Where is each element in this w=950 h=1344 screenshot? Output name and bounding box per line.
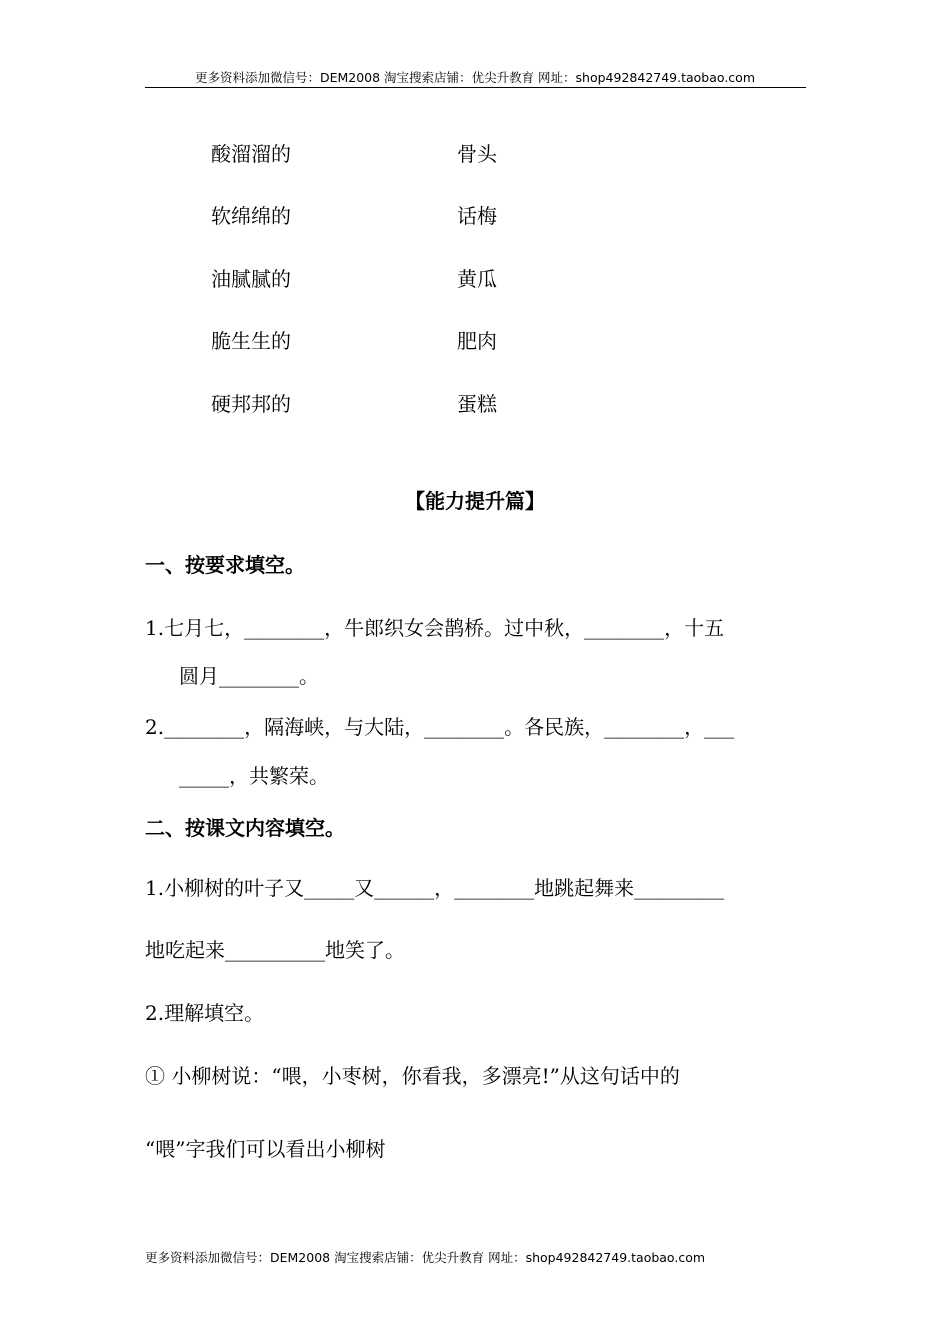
part1-q2-line2: _____，共繁荣。 — [179, 764, 329, 788]
part2-q2-sub1-line1: ① 小柳树说：“喂，小枣树，你看我，多漂亮!”从这句话中的 — [145, 1064, 680, 1088]
match-left-5: 硬邦邦的 — [211, 392, 291, 416]
page-footer: 更多资料添加微信号：DEM2008 淘宝搜索店铺：优尖升教育 网址：shop492842749.taobao.com — [145, 1250, 706, 1265]
page-header: 更多资料添加微信号：DEM2008 淘宝搜索店铺：优尖升教育 网址：shop492842749.taobao.com — [194, 70, 756, 85]
part2-q2: 2.理解填空。 — [145, 1001, 265, 1025]
part2-q1-line1: 1.小柳树的叶子又_____又______，________地跳起舞来_________ — [145, 876, 725, 900]
match-right-5: 蛋糕 — [457, 392, 497, 416]
part2-q1-line2: 地吃起来__________地笑了。 — [145, 938, 405, 962]
match-left-3: 油腻腻的 — [211, 267, 291, 291]
match-left-4: 脆生生的 — [211, 329, 291, 353]
part2-q2-sub1-line2: “喂”字我们可以看出小柳树 — [145, 1137, 386, 1161]
part2-heading: 二、按课文内容填空。 — [145, 816, 345, 840]
part1-q1-line2: 圆月________。 — [179, 664, 319, 688]
match-left-2: 软绵绵的 — [211, 204, 291, 228]
section-title: 【能力提升篇】 — [405, 489, 545, 513]
match-right-2: 话梅 — [457, 204, 497, 228]
match-right-3: 黄瓜 — [457, 267, 497, 291]
match-right-4: 肥肉 — [457, 329, 497, 353]
match-right-1: 骨头 — [457, 142, 497, 166]
part1-q2-line1: 2.________，隔海峡，与大陆，________。各民族，________，___ — [145, 715, 735, 739]
part1-heading: 一、按要求填空。 — [145, 553, 305, 577]
match-left-1: 酸溜溜的 — [211, 142, 291, 166]
part1-q1-line1: 1.七月七，________，牛郎织女会鹊桥。过中秋，________，十五 — [145, 616, 725, 640]
header-divider — [145, 87, 806, 88]
